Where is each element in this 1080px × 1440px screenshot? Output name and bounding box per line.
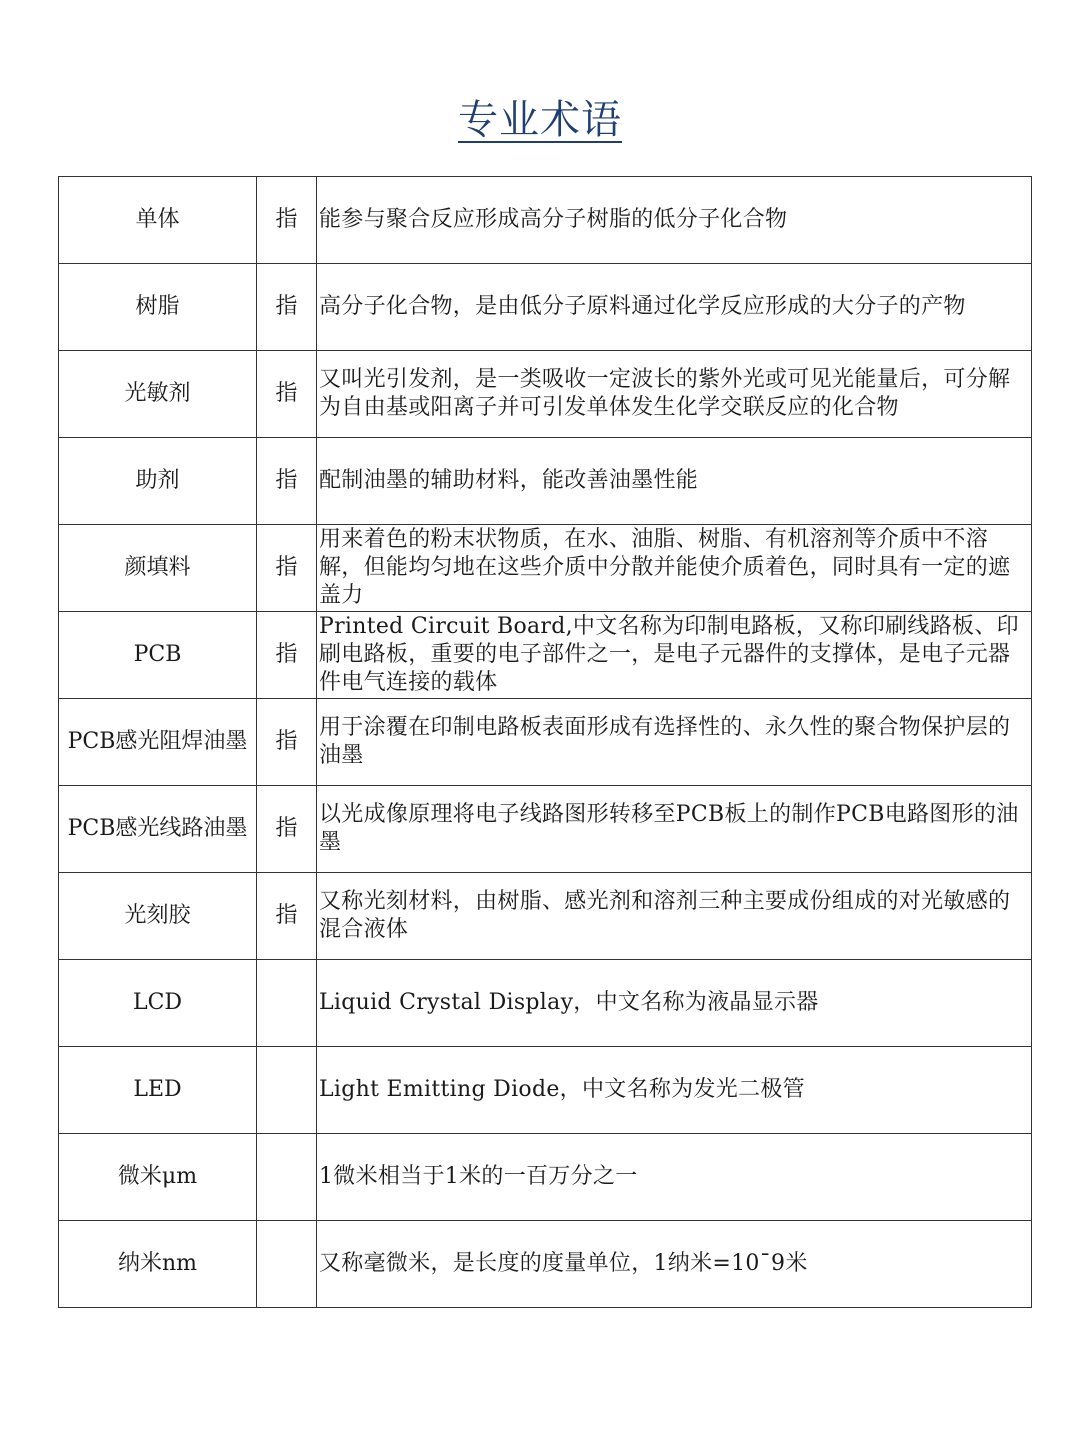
marker-cell	[257, 1134, 317, 1221]
term-cell: 颜填料	[59, 525, 257, 612]
table-row	[59, 612, 1032, 699]
term-cell: LCD	[59, 960, 257, 1047]
definition-cell: Light Emitting Diode，中文名称为发光二极管	[317, 1047, 1032, 1134]
term-cell: 单体	[59, 177, 257, 264]
term-cell: LED	[59, 1047, 257, 1134]
marker-cell: 指	[257, 264, 317, 351]
definition-cell: 又叫光引发剂，是一类吸收一定波长的紫外光或可见光能量后，可分解为自由基或阳离子并可引发单体发生化学交联反应的化合物	[317, 351, 1032, 438]
marker-cell: 指	[257, 786, 317, 873]
term-cell: 光敏剂	[59, 351, 257, 438]
marker-cell	[257, 960, 317, 1047]
term-cell: 光刻胶	[59, 873, 257, 960]
marker-cell: 指	[257, 177, 317, 264]
table-row	[59, 177, 1032, 264]
table-row	[59, 960, 1032, 1047]
table-row	[59, 1047, 1032, 1134]
definition-cell: Liquid Crystal Display，中文名称为液晶显示器	[317, 960, 1032, 1047]
term-cell: 微米μm	[59, 1134, 257, 1221]
definition-cell: 又称光刻材料，由树脂、感光剂和溶剂三种主要成份组成的对光敏感的混合液体	[317, 873, 1032, 960]
table-row	[59, 438, 1032, 525]
marker-cell: 指	[257, 873, 317, 960]
definition-cell: 配制油墨的辅助材料，能改善油墨性能	[317, 438, 1032, 525]
marker-cell	[257, 1047, 317, 1134]
marker-cell: 指	[257, 525, 317, 612]
definition-cell: 用来着色的粉末状物质，在水、油脂、树脂、有机溶剂等介质中不溶解，但能均匀地在这些介质中分散并能使介质着色，同时具有一定的遮盖力	[317, 525, 1032, 612]
marker-cell: 指	[257, 438, 317, 525]
definition-cell: 以光成像原理将电子线路图形转移至PCB板上的制作PCB电路图形的油墨	[317, 786, 1032, 873]
table-row	[59, 525, 1032, 612]
table-row	[59, 699, 1032, 786]
definition-cell: 能参与聚合反应形成高分子树脂的低分子化合物	[317, 177, 1032, 264]
terms-table-body	[59, 177, 1032, 1308]
table-row	[59, 351, 1032, 438]
marker-cell: 指	[257, 351, 317, 438]
term-cell: 树脂	[59, 264, 257, 351]
table-row	[59, 786, 1032, 873]
marker-cell: 指	[257, 612, 317, 699]
definition-cell: 高分子化合物，是由低分子原料通过化学反应形成的大分子的产物	[317, 264, 1032, 351]
definition-cell: 1微米相当于1米的一百万分之一	[317, 1134, 1032, 1221]
definition-cell: Printed Circuit Board,中文名称为印制电路板，又称印刷线路板、印刷电路板，重要的电子部件之一，是电子元器件的支撑体，是电子元器件电气连接的载体	[317, 612, 1032, 699]
term-cell: PCB感光线路油墨	[59, 786, 257, 873]
page-title: 专业术语	[458, 97, 622, 143]
table-row	[59, 264, 1032, 351]
definition-cell: 用于涂覆在印制电路板表面形成有选择性的、永久性的聚合物保护层的油墨	[317, 699, 1032, 786]
term-cell: 纳米nm	[59, 1221, 257, 1308]
terms-table	[58, 176, 1032, 1308]
table-row	[59, 873, 1032, 960]
definition-cell: 又称毫微米，是长度的度量单位，1纳米=10¯9米	[317, 1221, 1032, 1308]
marker-cell: 指	[257, 699, 317, 786]
marker-cell	[257, 1221, 317, 1308]
term-cell: 助剂	[59, 438, 257, 525]
table-row	[59, 1134, 1032, 1221]
term-cell: PCB感光阻焊油墨	[59, 699, 257, 786]
term-cell: PCB	[59, 612, 257, 699]
table-row	[59, 1221, 1032, 1308]
